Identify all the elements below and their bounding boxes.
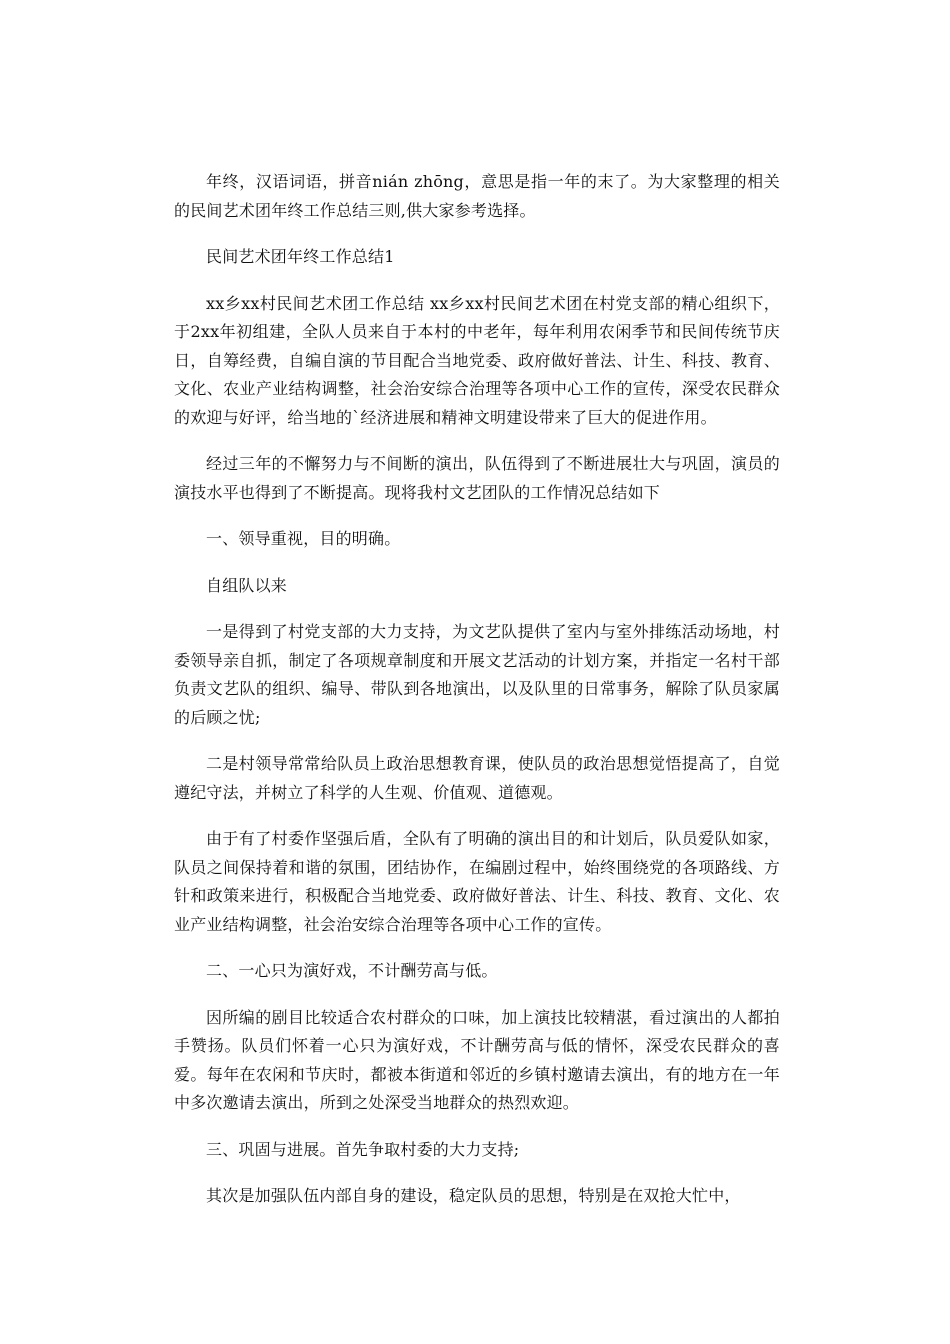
intro-paragraph: 年终，汉语词语，拼音nián zhōng，意思是指一年的末了。为大家整理的相关的民间艺术团年终工作总结三则,供大家参考选择。 (174, 172, 780, 220)
section-title-1: 民间艺术团年终工作总结1 (206, 247, 395, 266)
subheading-performance: 二、一心只为演好戏，不计酬劳高与低。 (206, 961, 498, 980)
body-paragraph: 二是村领导常常给队员上政治思想教育课，使队员的政治思想觉悟提高了，自觉遵纪守法，并树立了科学的人生观、价值观、道德观。 (174, 754, 780, 802)
subheading-leadership: 一、领导重视，目的明确。 (206, 529, 401, 548)
document-body (174, 168, 780, 1229)
subheading-since-founding: 自组队以来 (206, 575, 288, 595)
body-paragraph: xx乡xx村民间艺术团工作总结 xx乡xx村民间艺术团在村党支部的精心组织下，于2xx年初组建，全队人员来自于本村的中老年，每年利用农闲季节和民间传统节庆日，自筹经费，自编自演的节目配合当地党委、政府做好普法、计生、科技、教育、文化、农业产业结构调整，社会治安综合治理等各项中心工作的宣传，深受农民群众的欢迎与好评，给当地的`经济进展和精神文明建设带来了巨大的促进作用。 (174, 293, 780, 427)
body-paragraph: 因所编的剧目比较适合农村群众的口味，加上演技比较精湛，看过演出的人都拍手赞扬。队员们怀着一心只为演好戏，不计酬劳高与低的情怀，深受农民群众的喜爱。每年在农闲和节庆时，都被本街道和邻近的乡镇村邀请去演出，有的地方在一年中多次邀请去演出，所到之处深受当地群众的热烈欢迎。 (174, 1007, 780, 1112)
body-paragraph: 经过三年的不懈努力与不间断的演出，队伍得到了不断进展壮大与巩固，演员的演技水平也得到了不断提高。现将我村文艺团队的工作情况总结如下 (174, 454, 780, 502)
body-paragraph: 一是得到了村党支部的大力支持，为文艺队提供了室内与室外排练活动场地，村委领导亲自抓，制定了各项规章制度和开展文艺活动的计划方案，并指定一名村干部负责文艺队的组织、编导、带队到各地演出，以及队里的日常事务，解除了队员家属的后顾之忧; (174, 622, 780, 727)
subheading-consolidation: 三、巩固与进展。首先争取村委的大力支持; (206, 1139, 520, 1159)
body-paragraph: 由于有了村委作坚强后盾，全队有了明确的演出目的和计划后，队员爱队如家，队员之间保持着和谐的氛围，团结协作，在编剧过程中，始终围绕党的各项路线、方针和政策来进行，积极配合当地党委、政府做好普法、计生、科技、教育、文化、农业产业结构调整，社会治安综合治理等各项中心工作的宣传。 (174, 829, 780, 934)
body-paragraph: 其次是加强队伍内部自身的建设，稳定队员的思想，特别是在双抢大忙中， (206, 1186, 741, 1205)
